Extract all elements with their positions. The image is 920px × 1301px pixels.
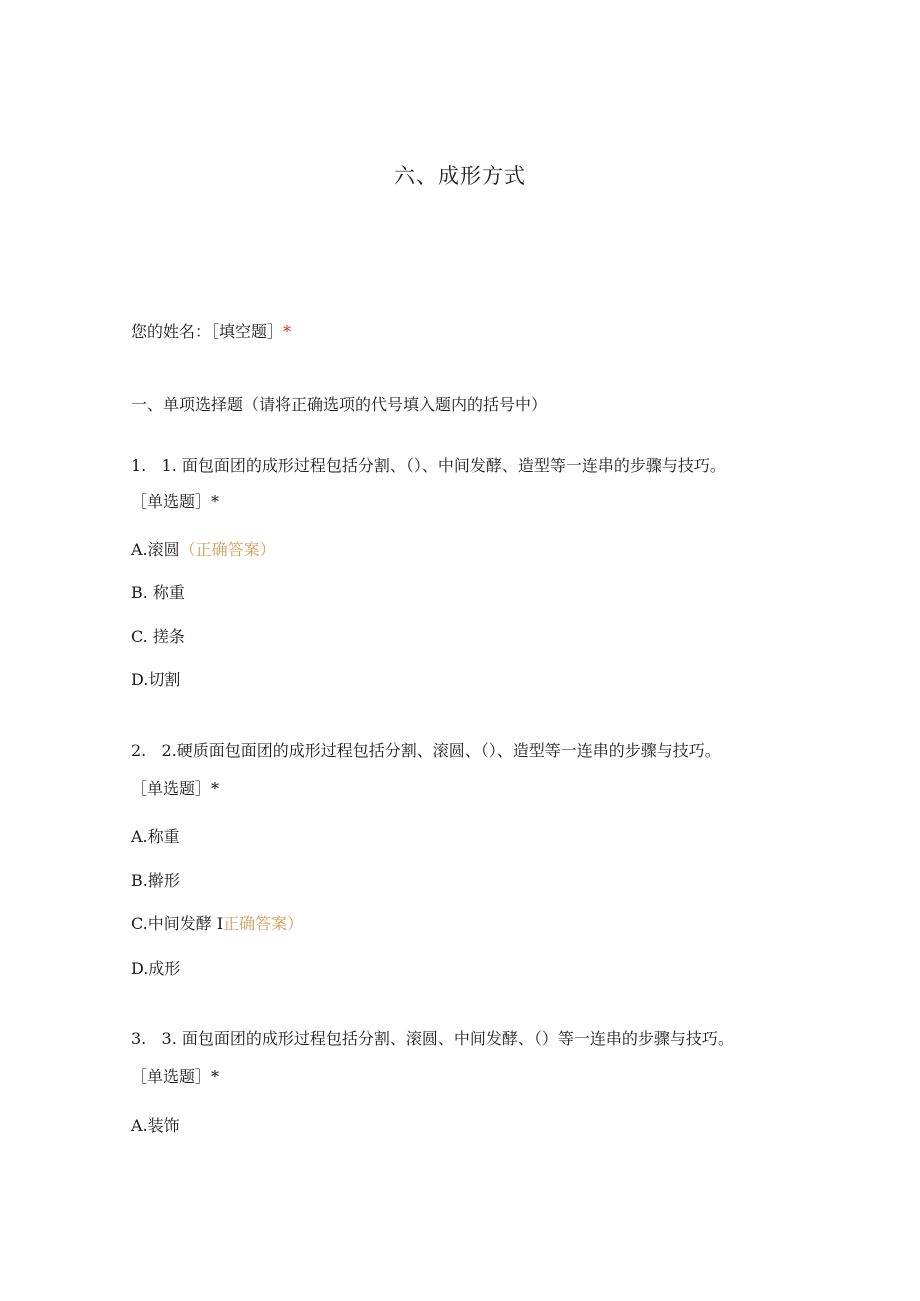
option-c[interactable]: C. 搓条 [131, 627, 185, 646]
option-b[interactable]: B. 称重 [131, 583, 185, 602]
name-field-text: 您的姓名：［填空题］ [131, 322, 284, 341]
option-label: A.滚圆 [131, 540, 180, 559]
question-type-label: ［单选题］* [131, 1067, 220, 1086]
question-text: 1. 面包面团的成形过程包括分割、（）、中间发酵、造型等一连串的步骤与技巧。 [161, 456, 726, 475]
name-field-label [131, 319, 291, 342]
question-number: 3. [131, 1029, 147, 1048]
option-a[interactable]: A.装饰 [131, 1116, 180, 1135]
correct-answer-note: 正确答案） [223, 914, 304, 933]
option-d[interactable]: D.切割 [131, 670, 181, 689]
required-mark: * [283, 322, 292, 341]
correct-answer-note: （正确答案） [179, 540, 276, 559]
question-1 [131, 453, 726, 476]
option-a[interactable]: A.称重 [131, 827, 180, 846]
option-label: C.中间发酵 I [131, 914, 224, 933]
question-number: 2. [131, 741, 147, 760]
question-3 [131, 1026, 734, 1049]
question-text: 3. 面包面团的成形过程包括分割、滚圆、中间发酵、（）等一连串的步骤与技巧。 [161, 1029, 734, 1048]
section-heading: 一、单项选择题（请将正确选项的代号填入题内的括号中） [131, 395, 548, 414]
question-type-label: ［单选题］* [131, 492, 220, 511]
option-b[interactable]: B.擀形 [131, 871, 180, 890]
question-number: 1. [131, 456, 147, 475]
question-text: 2.硬质面包面团的成形过程包括分割、滚圆、（）、造型等一连串的步骤与技巧。 [161, 741, 721, 760]
question-2 [131, 738, 721, 761]
option-c[interactable] [131, 911, 303, 934]
option-d[interactable]: D.成形 [131, 959, 181, 978]
question-type-label: ［单选题］* [131, 779, 220, 798]
option-a[interactable] [131, 537, 276, 560]
page-title: 六、成形方式 [394, 164, 526, 188]
